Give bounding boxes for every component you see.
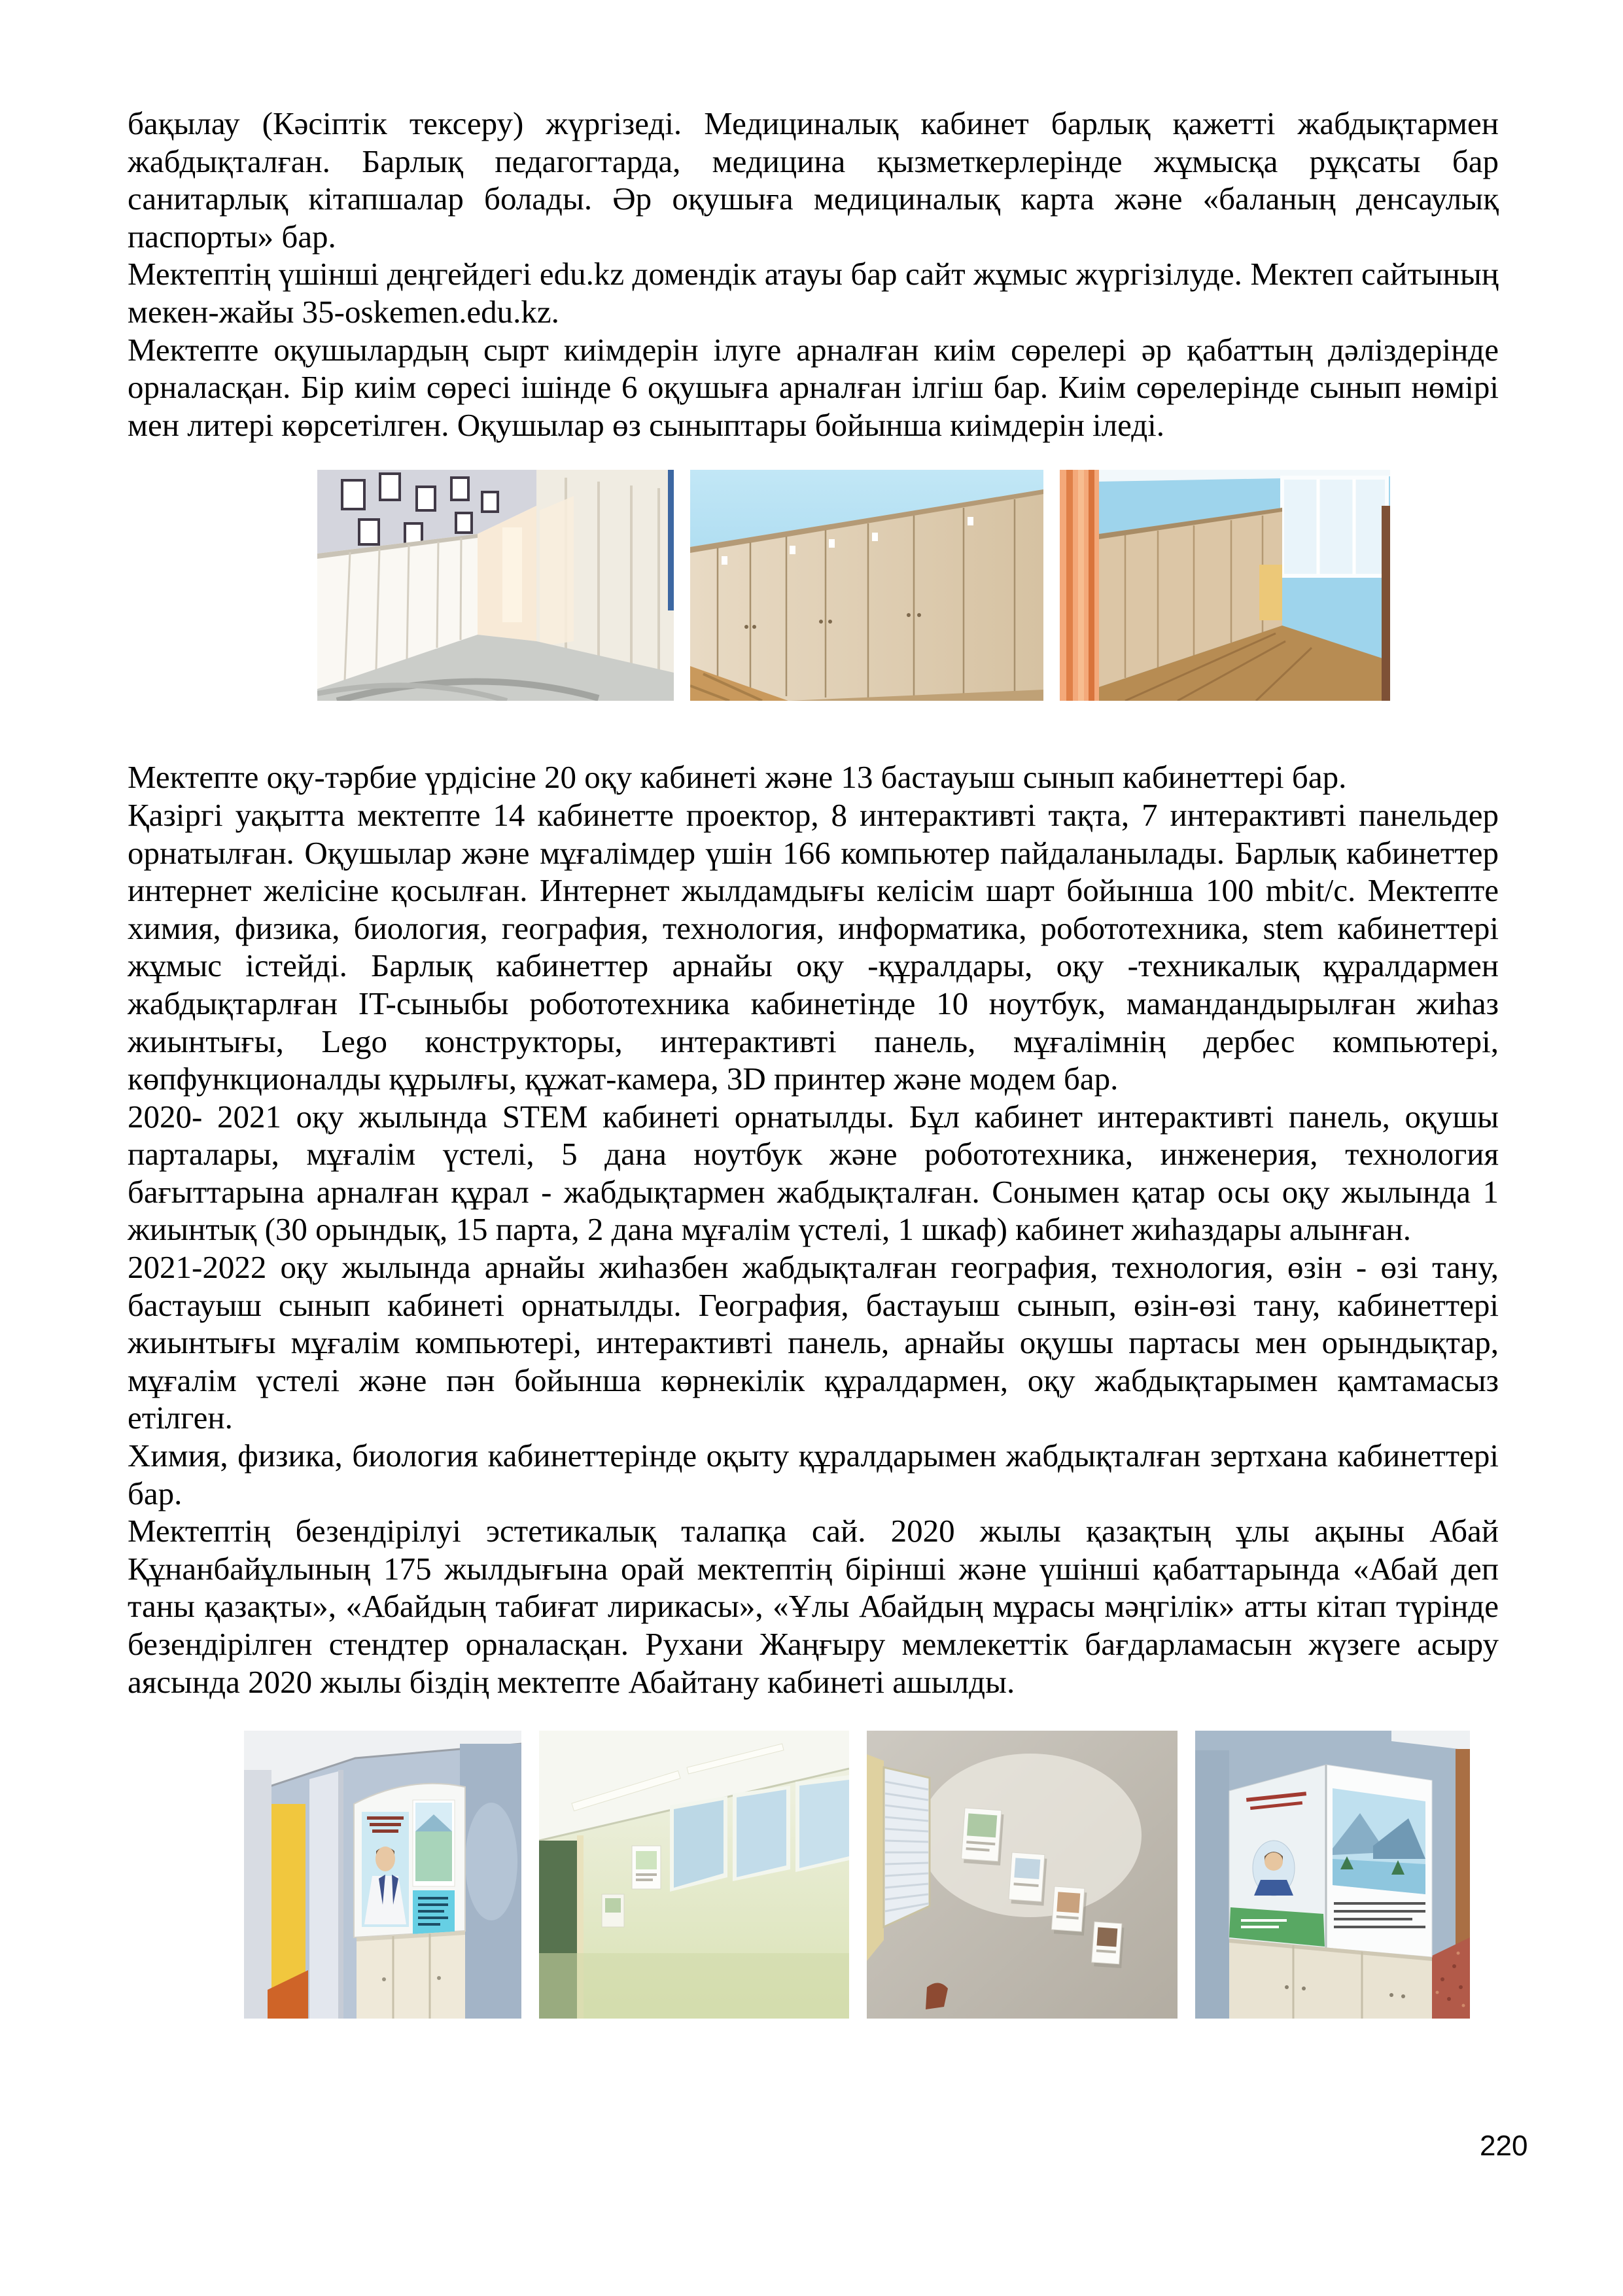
abai-stand-photo <box>244 1731 521 2019</box>
green-hallway-windows-photo <box>539 1731 849 2019</box>
paragraph-2: Мектептің үшінші деңгейдегі edu.kz домендік атауы бар сайт жұмыс жүргізілуде. Мектеп сайтының мекен-жайы 35-oskemen.edu.kz. <box>128 256 1499 330</box>
hallway-white-lockers-photo <box>317 470 674 701</box>
paragraph-6: 2020- 2021 оқу жылында STEM кабинеті орнатылды. Бұл кабинет интерактивті панель, оқушы парталары, мұғалім үстелі, 5 дана ноутбук және робототехника, инженерия, технология бағыттарына арналған құрал - жабдықтармен жабдықталған. Сонымен қатар осы оқу жылында 1 жиынтық (30 орындық, 15 парта, 2 дана мұғалім үстелі, 1 шкаф) кабинет жиһаздары алынған. <box>128 1098 1499 1248</box>
blue-wall-wardrobes-photo <box>690 470 1043 701</box>
paragraph-8: Химия, физика, биология кабинеттерінде оқыту құралдарымен жабдықталған зертхана кабинеттері бар. <box>128 1438 1499 1511</box>
text-block <box>128 105 1499 2019</box>
photo-row-wardrobes <box>317 470 1499 701</box>
paragraph-5: Қазіргі уақытта мектепте 14 кабинетте проектор, 8 интерактивті тақта, 7 интерактивті панельдер орнатылған. Оқушылар және мұғалімдер үшін 166 компьютер пайдаланылады. Барлық кабинеттер интернет желісіне қосылған. Интернет жылдамдығы келісім шарт бойынша 100 mbit/с. Мектепте химия, физика, биология, география, технология, информатика, робототехника, stem кабинеттері жұмыс істейді. Барлық кабинеттер арнайы оқу -құралдары, оқу -техникалық құралдармен жабдықтарлған IT-сыныбы робототехника кабинетінде 10 ноутбук, мамандандырылған жиһаз жиынтығы, Lego конструкторы, интерактивті панель, мұғалімнің дербес компьютері, көпфункционалды құрылғы, құжат-камера, 3D принтер және модем бар. <box>128 796 1499 1097</box>
photo-row-abai-stands <box>244 1731 1499 2019</box>
paragraph-3: Мектепте оқушылардың сырт киімдерін ілуге арналған киім сөрелері әр қабаттың дәліздерінде орналасқан. Бір киім сөресі ішінде 6 оқушыға арналған ілгіш бар. Киім сөрелерінде сынып нөмірі мен литері көрсетілген. Оқушылар өз сыныптары бойынша киімдерін іледі. <box>128 331 1499 443</box>
paragraph-9: Мектептің безендірілуі эстетикалық талапқа сай. 2020 жылы қазақтың ұлы ақыны Абай Құнанбайұлының 175 жылдығына орай мектептің бірінші және үшінші қабаттарында «Абай деп таны қазақты», «Абайдың табиғат лирикасы», «Ұлы Абайдың мұрасы мәңгілік» атты кітап түрінде безендірілген стендтер орналасқан. Рухани Жаңғыру мемлекеттік бағдарламасын жүзеге асыру аясында 2020 жылы біздің мектепте Абайтану кабинеті ашылды. <box>128 1513 1499 1700</box>
paragraph-1: бақылау (Кәсіптік тексеру) жүргізеді. Медициналық кабинет барлық қажетті жабдықтармен жабдықталған. Барлық педагогтарда, медицина қызметкерлерінде жұмысқа рұқсаты бар санитарлық кітапшалар болады. Әр оқушыға медициналық карта және «баланың денсаулық паспорты» бар. <box>128 105 1499 255</box>
wall-book-stands-photo <box>867 1731 1178 2019</box>
corridor-curtains-wardrobes-photo <box>1060 470 1390 701</box>
open-book-abai-stand-photo <box>1195 1731 1470 2019</box>
page-number: 220 <box>1480 2130 1528 2162</box>
paragraph-7: 2021-2022 оқу жылында арнайы жиһазбен жабдықталған география, технология, өзін - өзі тану, бастауыш сынып кабинеті орнатылды. География, бастауыш сынып, өзін-өзі тану, кабинеттері жиынтығы мұғалім компьютері, интерактивті панель, арнайы оқушы партасы мен орындықтар, мұғалім үстелі және пән бойынша көрнекілік құралдармен, оқу жабдықтарымен қамтамасыз етілген. <box>128 1249 1499 1436</box>
paragraph-4: Мектепте оқу-тәрбие үрдісіне 20 оқу кабинеті және 13 бастауыш сынып кабинеттері бар. <box>128 759 1347 796</box>
